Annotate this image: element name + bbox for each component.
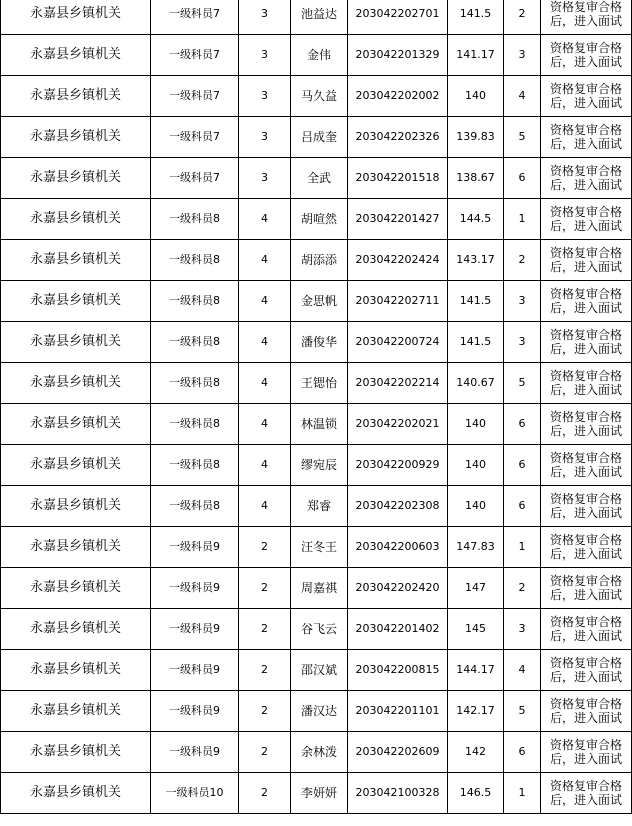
cell-score: 140.67: [448, 363, 504, 404]
cell-rank: 3: [504, 281, 541, 322]
cell-rank: 2: [504, 0, 541, 35]
cell-post: 一级科员9: [151, 568, 239, 609]
table-row: [1, 404, 632, 445]
cell-unit: 永嘉县乡镇机关: [1, 281, 151, 322]
cell-score: 139.83: [448, 117, 504, 158]
cell-quota: 4: [239, 445, 291, 486]
cell-score: 141.5: [448, 281, 504, 322]
table-body: [1, 0, 632, 814]
cell-quota: 3: [239, 117, 291, 158]
cell-exam-id: 203042202420: [348, 568, 448, 609]
table-row: [1, 0, 632, 35]
table-row: [1, 35, 632, 76]
cell-exam-id: 203042202021: [348, 404, 448, 445]
cell-unit: 永嘉县乡镇机关: [1, 609, 151, 650]
cell-exam-id: 203042201518: [348, 158, 448, 199]
cell-score: 141.5: [448, 322, 504, 363]
cell-status: 资格复审合格后，进入面试: [541, 117, 632, 158]
cell-name: 李妍妍: [291, 773, 348, 814]
cell-unit: 永嘉县乡镇机关: [1, 76, 151, 117]
cell-unit: 永嘉县乡镇机关: [1, 691, 151, 732]
cell-score: 140: [448, 445, 504, 486]
cell-exam-id: 203042202308: [348, 486, 448, 527]
cell-status: 资格复审合格后，进入面试: [541, 35, 632, 76]
cell-rank: 2: [504, 568, 541, 609]
cell-quota: 4: [239, 363, 291, 404]
cell-rank: 6: [504, 732, 541, 773]
cell-rank: 4: [504, 76, 541, 117]
cell-rank: 3: [504, 609, 541, 650]
cell-rank: 6: [504, 445, 541, 486]
cell-post: 一级科员8: [151, 199, 239, 240]
cell-exam-id: 203042202609: [348, 732, 448, 773]
cell-name: 周嘉祺: [291, 568, 348, 609]
cell-score: 142: [448, 732, 504, 773]
cell-unit: 永嘉县乡镇机关: [1, 322, 151, 363]
cell-name: 全武: [291, 158, 348, 199]
table-row: [1, 322, 632, 363]
cell-post: 一级科员7: [151, 117, 239, 158]
cell-quota: 2: [239, 732, 291, 773]
cell-post: 一级科员10: [151, 773, 239, 814]
table-row: [1, 650, 632, 691]
cell-rank: 6: [504, 404, 541, 445]
cell-quota: 2: [239, 650, 291, 691]
cell-exam-id: 203042200815: [348, 650, 448, 691]
cell-unit: 永嘉县乡镇机关: [1, 240, 151, 281]
cell-name: 潘汉达: [291, 691, 348, 732]
cell-unit: 永嘉县乡镇机关: [1, 568, 151, 609]
cell-quota: 4: [239, 486, 291, 527]
cell-post: 一级科员8: [151, 363, 239, 404]
cell-score: 144.5: [448, 199, 504, 240]
cell-name: 胡添添: [291, 240, 348, 281]
cell-name: 王锶怡: [291, 363, 348, 404]
cell-rank: 5: [504, 363, 541, 404]
cell-exam-id: 203042201329: [348, 35, 448, 76]
table-row: [1, 363, 632, 404]
cell-post: 一级科员8: [151, 486, 239, 527]
cell-name: 汪冬王: [291, 527, 348, 568]
cell-quota: 2: [239, 609, 291, 650]
cell-post: 一级科员8: [151, 404, 239, 445]
cell-post: 一级科员7: [151, 35, 239, 76]
cell-rank: 6: [504, 486, 541, 527]
cell-score: 140: [448, 486, 504, 527]
cell-rank: 6: [504, 158, 541, 199]
cell-unit: 永嘉县乡镇机关: [1, 773, 151, 814]
cell-status: 资格复审合格后，进入面试: [541, 445, 632, 486]
cell-score: 147.83: [448, 527, 504, 568]
cell-exam-id: 203042100328: [348, 773, 448, 814]
cell-score: 147: [448, 568, 504, 609]
cell-quota: 2: [239, 527, 291, 568]
cell-name: 池益达: [291, 0, 348, 35]
cell-score: 146.5: [448, 773, 504, 814]
cell-status: 资格复审合格后，进入面试: [541, 568, 632, 609]
cell-name: 余林泼: [291, 732, 348, 773]
cell-quota: 3: [239, 158, 291, 199]
cell-quota: 2: [239, 568, 291, 609]
cell-status: 资格复审合格后，进入面试: [541, 773, 632, 814]
cell-exam-id: 203042202424: [348, 240, 448, 281]
cell-rank: 1: [504, 527, 541, 568]
table-row: [1, 240, 632, 281]
cell-post: 一级科员9: [151, 650, 239, 691]
cell-status: 资格复审合格后，进入面试: [541, 158, 632, 199]
table-row: [1, 158, 632, 199]
cell-status: 资格复审合格后，进入面试: [541, 240, 632, 281]
cell-post: 一级科员9: [151, 609, 239, 650]
cell-rank: 5: [504, 691, 541, 732]
cell-quota: 3: [239, 35, 291, 76]
cell-score: 141.17: [448, 35, 504, 76]
cell-post: 一级科员9: [151, 527, 239, 568]
cell-status: 资格复审合格后，进入面试: [541, 322, 632, 363]
cell-status: 资格复审合格后，进入面试: [541, 486, 632, 527]
table-row: [1, 281, 632, 322]
cell-quota: 2: [239, 691, 291, 732]
cell-status: 资格复审合格后，进入面试: [541, 76, 632, 117]
table-row: [1, 76, 632, 117]
cell-quota: 4: [239, 322, 291, 363]
cell-rank: 4: [504, 650, 541, 691]
cell-status: 资格复审合格后，进入面试: [541, 527, 632, 568]
cell-exam-id: 203042200724: [348, 322, 448, 363]
cell-status: 资格复审合格后，进入面试: [541, 650, 632, 691]
table-row: [1, 117, 632, 158]
cell-score: 141.5: [448, 0, 504, 35]
cell-unit: 永嘉县乡镇机关: [1, 363, 151, 404]
cell-post: 一级科员9: [151, 691, 239, 732]
table-row: [1, 691, 632, 732]
cell-exam-id: 203042202711: [348, 281, 448, 322]
cell-rank: 5: [504, 117, 541, 158]
cell-name: 邵汉斌: [291, 650, 348, 691]
cell-quota: 4: [239, 281, 291, 322]
cell-rank: 2: [504, 240, 541, 281]
cell-name: 马久益: [291, 76, 348, 117]
cell-unit: 永嘉县乡镇机关: [1, 35, 151, 76]
cell-post: 一级科员7: [151, 158, 239, 199]
cell-score: 138.67: [448, 158, 504, 199]
cell-exam-id: 203042202701: [348, 0, 448, 35]
cell-rank: 3: [504, 35, 541, 76]
cell-post: 一级科员8: [151, 281, 239, 322]
cell-unit: 永嘉县乡镇机关: [1, 445, 151, 486]
table-row: [1, 199, 632, 240]
cell-exam-id: 203042201101: [348, 691, 448, 732]
cell-status: 资格复审合格后，进入面试: [541, 363, 632, 404]
cell-post: 一级科员9: [151, 732, 239, 773]
table-row: [1, 568, 632, 609]
cell-exam-id: 203042201402: [348, 609, 448, 650]
cell-unit: 永嘉县乡镇机关: [1, 199, 151, 240]
cell-exam-id: 203042200929: [348, 445, 448, 486]
cell-score: 144.17: [448, 650, 504, 691]
table-row: [1, 445, 632, 486]
cell-name: 缪宛辰: [291, 445, 348, 486]
cell-rank: 1: [504, 199, 541, 240]
cell-name: 金思帆: [291, 281, 348, 322]
cell-unit: 永嘉县乡镇机关: [1, 404, 151, 445]
table-row: [1, 486, 632, 527]
cell-name: 胡喧然: [291, 199, 348, 240]
cell-status: 资格复审合格后，进入面试: [541, 281, 632, 322]
cell-name: 吕成奎: [291, 117, 348, 158]
cell-rank: 3: [504, 322, 541, 363]
cell-score: 143.17: [448, 240, 504, 281]
cell-quota: 2: [239, 773, 291, 814]
table-row: [1, 609, 632, 650]
cell-quota: 4: [239, 404, 291, 445]
cell-unit: 永嘉县乡镇机关: [1, 117, 151, 158]
cell-status: 资格复审合格后，进入面试: [541, 199, 632, 240]
cell-score: 142.17: [448, 691, 504, 732]
cell-quota: 4: [239, 199, 291, 240]
cell-name: 谷飞云: [291, 609, 348, 650]
cell-unit: 永嘉县乡镇机关: [1, 732, 151, 773]
cell-status: 资格复审合格后，进入面试: [541, 404, 632, 445]
cell-post: 一级科员8: [151, 322, 239, 363]
cell-quota: 3: [239, 0, 291, 35]
cell-post: 一级科员7: [151, 0, 239, 35]
cell-unit: 永嘉县乡镇机关: [1, 158, 151, 199]
cell-unit: 永嘉县乡镇机关: [1, 486, 151, 527]
cell-unit: 永嘉县乡镇机关: [1, 527, 151, 568]
cell-quota: 3: [239, 76, 291, 117]
cell-exam-id: 203042201427: [348, 199, 448, 240]
cell-score: 145: [448, 609, 504, 650]
cell-status: 资格复审合格后，进入面试: [541, 609, 632, 650]
cell-post: 一级科员8: [151, 445, 239, 486]
cell-post: 一级科员8: [151, 240, 239, 281]
cell-score: 140: [448, 76, 504, 117]
cell-status: 资格复审合格后，进入面试: [541, 732, 632, 773]
cell-exam-id: 203042202002: [348, 76, 448, 117]
cell-unit: 永嘉县乡镇机关: [1, 0, 151, 35]
cell-post: 一级科员7: [151, 76, 239, 117]
cell-status: 资格复审合格后，进入面试: [541, 691, 632, 732]
table-row: [1, 732, 632, 773]
cell-exam-id: 203042202214: [348, 363, 448, 404]
cell-quota: 4: [239, 240, 291, 281]
table-row: [1, 527, 632, 568]
table-row: [1, 773, 632, 814]
cell-unit: 永嘉县乡镇机关: [1, 650, 151, 691]
cell-score: 140: [448, 404, 504, 445]
cell-exam-id: 203042202326: [348, 117, 448, 158]
cell-name: 林温锁: [291, 404, 348, 445]
cell-exam-id: 203042200603: [348, 527, 448, 568]
cell-name: 金伟: [291, 35, 348, 76]
cell-rank: 1: [504, 773, 541, 814]
cell-name: 潘俊华: [291, 322, 348, 363]
cell-name: 郑睿: [291, 486, 348, 527]
cell-status: 资格复审合格后，进入面试: [541, 0, 632, 35]
